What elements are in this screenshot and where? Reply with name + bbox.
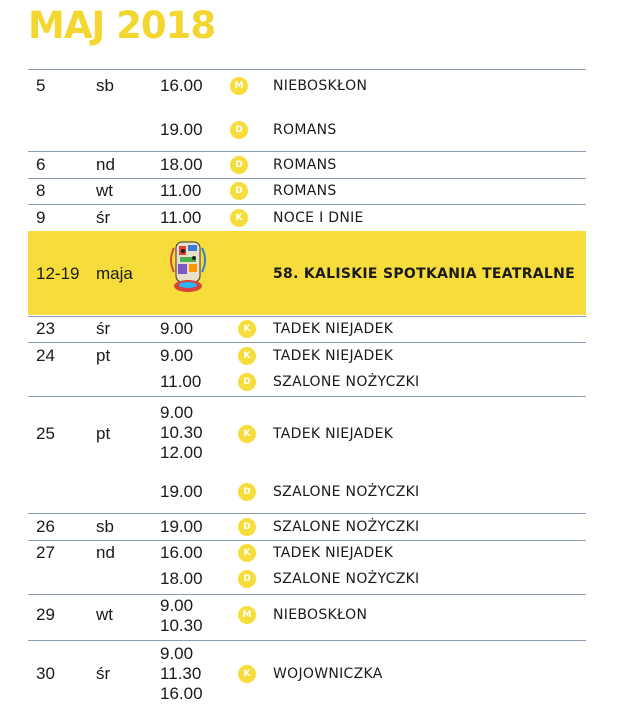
show-time: 16.00 [160, 543, 203, 562]
show-time: 10.30 [160, 616, 203, 635]
stage-badge: K [238, 544, 256, 562]
divider [28, 151, 586, 152]
show-time: 19.00 [160, 517, 203, 536]
day-number: 27 [36, 543, 55, 562]
weekday: śr [96, 319, 111, 338]
show-title: NIEBOSKŁON [273, 78, 368, 94]
day-number: 9 [36, 208, 46, 227]
stage-badge: K [238, 320, 256, 338]
show-times [160, 403, 203, 463]
show-title: TADEK NIEJADEK [273, 348, 394, 364]
divider [28, 69, 586, 70]
show-time: 11.30 [160, 664, 202, 683]
day-number: 6 [36, 155, 46, 174]
stage-badge: D [238, 483, 256, 501]
weekday: sb [96, 517, 114, 536]
show-title: SZALONE NOŻYCZKI [273, 374, 420, 390]
weekday: sb [96, 76, 114, 95]
show-title: TADEK NIEJADEK [273, 426, 394, 442]
divider [28, 178, 586, 179]
show-time: 19.00 [160, 120, 203, 139]
show-title: ROMANS [273, 157, 337, 173]
divider [28, 513, 586, 514]
day-number: 5 [36, 76, 46, 95]
show-time: 11.00 [160, 208, 202, 227]
show-time: 11.00 [160, 181, 202, 200]
stage-badge: M [230, 77, 248, 95]
day-number: 23 [36, 319, 55, 338]
stage-badge: K [230, 209, 248, 227]
show-time: 10.30 [160, 423, 203, 442]
show-title: ROMANS [273, 122, 337, 138]
day-number: 30 [36, 664, 55, 683]
show-title: NIEBOSKŁON [273, 607, 368, 623]
show-time: 9.00 [160, 346, 194, 365]
festival-dates: 12-19 [36, 264, 80, 283]
stage-badge: K [238, 347, 256, 365]
weekday: śr [96, 208, 111, 227]
show-time: 12.00 [160, 443, 203, 462]
divider [28, 396, 586, 397]
day-number: 29 [36, 605, 55, 624]
show-time: 18.00 [160, 569, 203, 588]
weekday: pt [96, 424, 111, 443]
divider [28, 540, 586, 541]
show-time: 9.00 [160, 644, 194, 663]
day-number: 25 [36, 424, 55, 443]
stage-badge: D [238, 518, 256, 536]
show-title: NOCE I DNIE [273, 210, 364, 226]
show-title: TADEK NIEJADEK [273, 545, 394, 561]
show-title: TADEK NIEJADEK [273, 321, 394, 337]
stage-badge: K [238, 665, 256, 683]
divider [28, 342, 586, 343]
show-title: SZALONE NOŻYCZKI [273, 571, 420, 587]
festival-logo-icon [166, 238, 210, 296]
festival-month: maja [96, 264, 133, 283]
divider [28, 640, 586, 641]
show-times [160, 596, 203, 636]
weekday: wt [96, 605, 113, 624]
weekday: nd [96, 155, 115, 174]
show-time: 18.00 [160, 155, 203, 174]
show-title: SZALONE NOŻYCZKI [273, 484, 420, 500]
stage-badge: D [238, 570, 256, 588]
divider [28, 316, 586, 317]
stage-badge: K [238, 425, 256, 443]
show-title: ROMANS [273, 183, 337, 199]
stage-badge: D [230, 156, 248, 174]
show-time: 9.00 [160, 403, 194, 422]
weekday: pt [96, 346, 111, 365]
weekday: nd [96, 543, 115, 562]
weekday: śr [96, 664, 111, 683]
stage-badge: M [238, 606, 256, 624]
day-number: 24 [36, 346, 55, 365]
show-times [160, 644, 203, 704]
show-time: 9.00 [160, 596, 194, 615]
show-time: 19.00 [160, 482, 203, 501]
stage-badge: D [238, 373, 256, 391]
show-time: 11.00 [160, 372, 202, 391]
show-title: SZALONE NOŻYCZKI [273, 519, 420, 535]
show-time: 16.00 [160, 684, 203, 703]
show-title: WOJOWNICZKA [273, 666, 383, 682]
day-number: 8 [36, 181, 46, 200]
day-number: 26 [36, 517, 55, 536]
weekday: wt [96, 181, 113, 200]
divider [28, 594, 586, 595]
stage-badge: D [230, 121, 248, 139]
show-time: 16.00 [160, 76, 203, 95]
divider [28, 204, 586, 205]
festival-title: 58. KALISKIE SPOTKANIA TEATRALNE [273, 266, 576, 282]
stage-badge: D [230, 182, 248, 200]
show-time: 9.00 [160, 319, 194, 338]
page-title: MAJ 2018 [28, 4, 216, 47]
